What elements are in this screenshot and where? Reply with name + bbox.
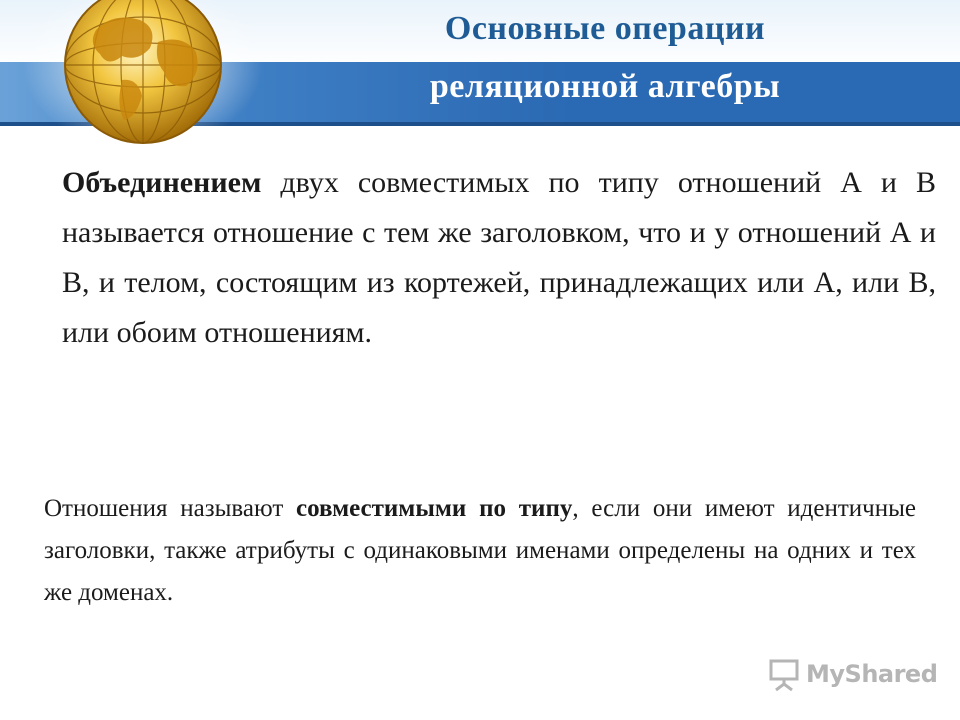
slide-title-line-1: Основные операции <box>444 10 766 47</box>
watermark <box>768 656 938 696</box>
compatibility-text: , если они имеют идентичные заголовки, также атрибуты с одинаковыми именами определены на одних и тех же доменах. <box>44 495 917 606</box>
slide-header <box>0 0 960 125</box>
slide-title-line-2: реляционной алгебры <box>429 68 781 105</box>
definition-text: двух совместимых по типу отношений А и В называется отношение с тем же заголовком, что и у отношений А и В, и телом, состоящим из кортежей, принадлежащих или А, или В, или обоим отношениям. <box>62 166 936 349</box>
globe-icon <box>18 0 268 150</box>
compatibility-term: совместимыми по типу <box>296 495 573 522</box>
presentation-board-icon <box>768 658 800 692</box>
compatibility-lead: Отношения называют <box>44 495 297 522</box>
definition-paragraph <box>62 158 936 358</box>
compatibility-paragraph <box>44 488 916 614</box>
definition-term: Объединением <box>62 166 262 199</box>
watermark-text: MyShared <box>806 660 938 688</box>
